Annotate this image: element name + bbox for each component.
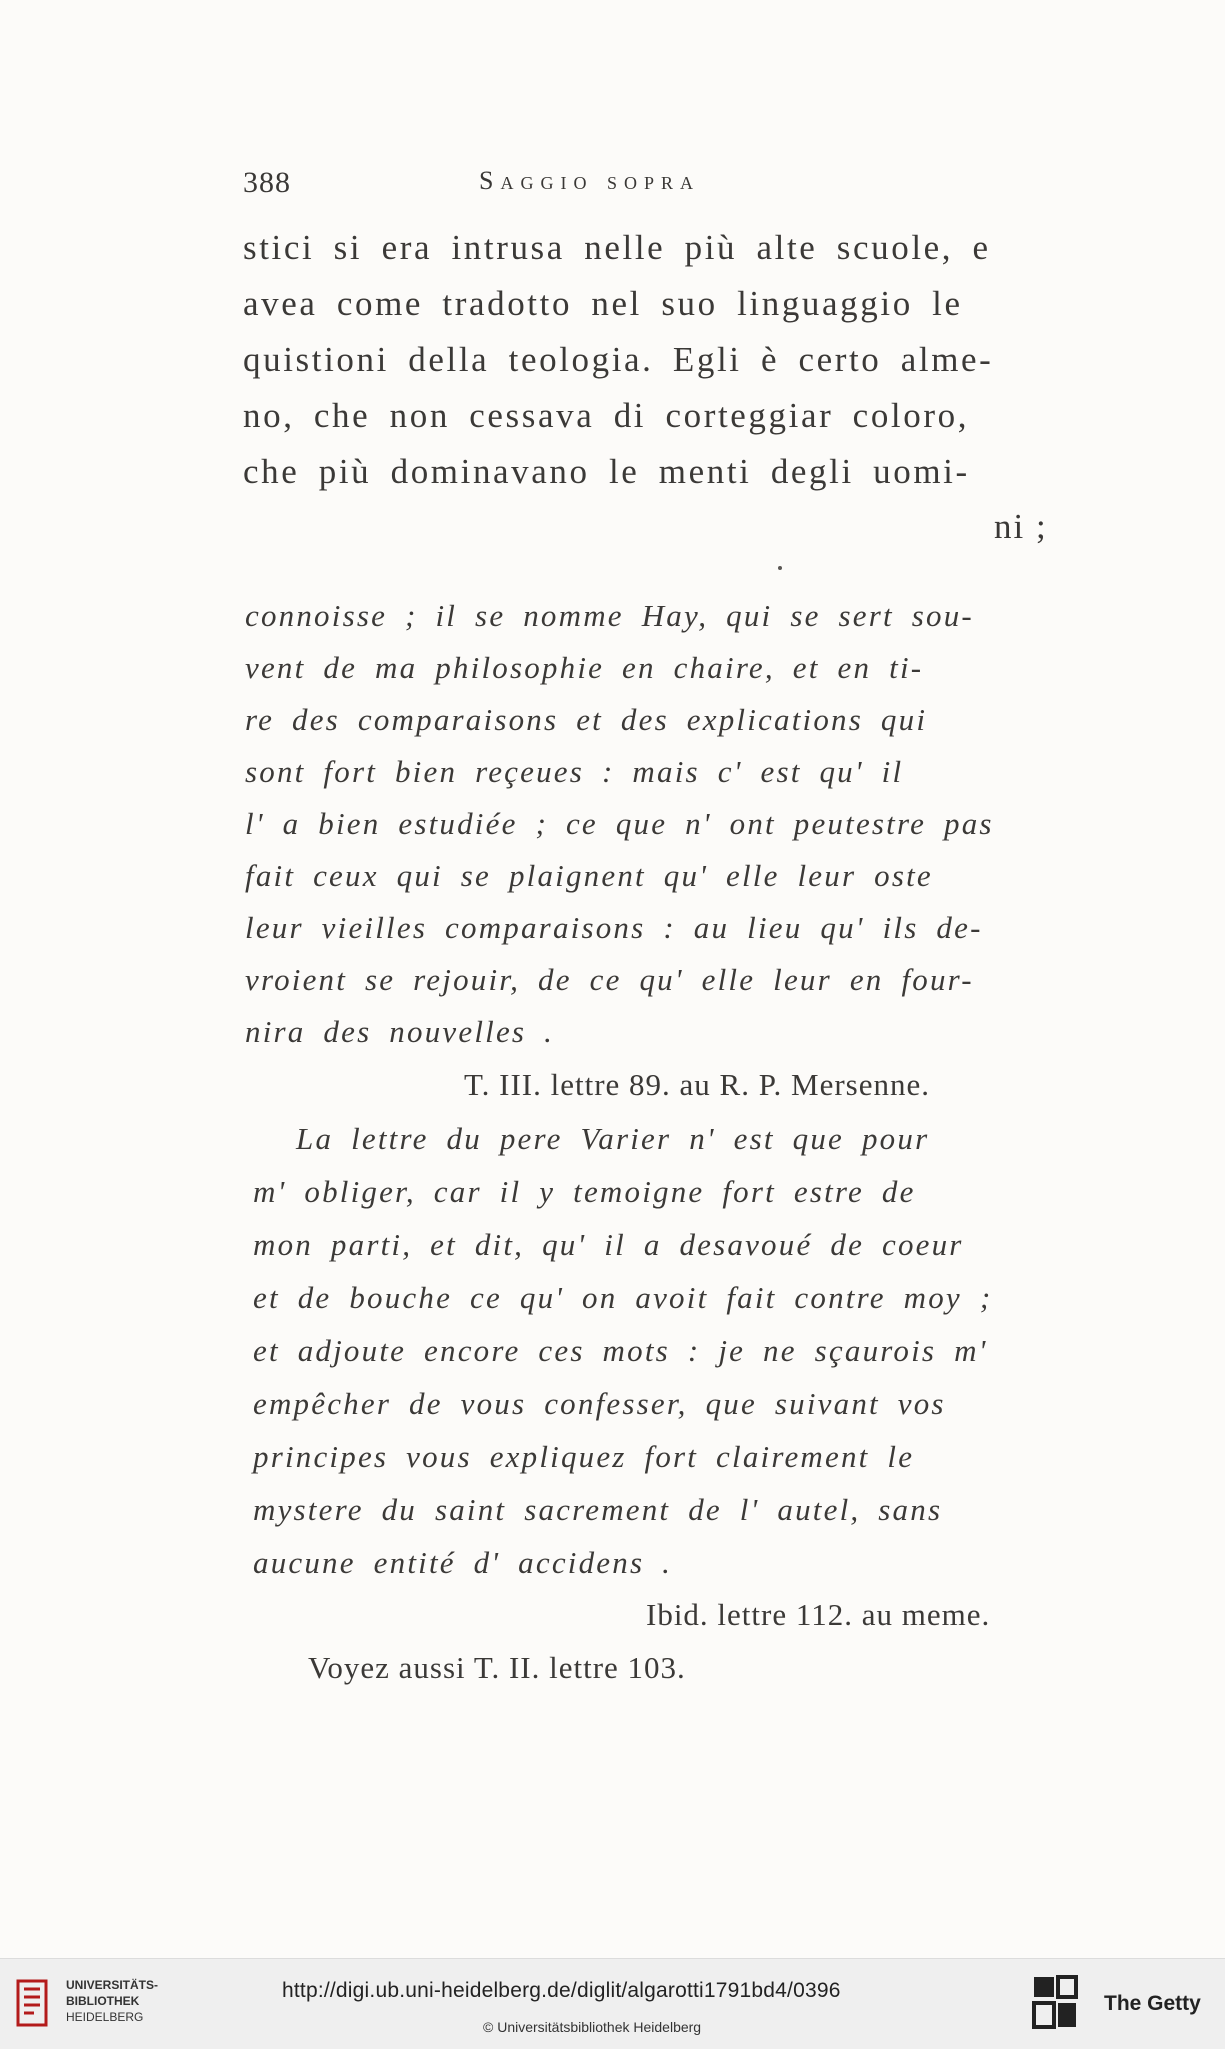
- footnote-line: empêcher de vous confesser, que suivant vos: [253, 1386, 946, 1421]
- document-url-link[interactable]: http://digi.ub.uni-heidelberg.de/diglit/algarotti1791bd4/0396: [282, 1979, 841, 2002]
- footnote-line: et adjoute encore ces mots : je ne sçaurois m': [253, 1333, 988, 1368]
- footnote-line: et de bouche ce qu' on avoit fait contre moy ;: [253, 1280, 993, 1315]
- reference-line: Voyez aussi T. II. lettre 103.: [308, 1650, 686, 1685]
- footnote-line: La lettre du pere Varier n' est que pour: [296, 1121, 930, 1156]
- main-text-line: avea come tradotto nel suo linguaggio le: [243, 284, 963, 323]
- footnote-line: m' obliger, car il y temoigne fort estre de: [253, 1174, 916, 1209]
- footnote-line: aucune entité d' accidens .: [253, 1545, 673, 1580]
- getty-logo-icon[interactable]: [1030, 1973, 1080, 2033]
- main-text-line: no, che non cessava di corteggiar coloro,: [243, 396, 970, 435]
- footnote-line: vent de ma philosophie en chaire, et en ti-: [245, 650, 924, 685]
- footnote-line: principes vous expliquez fort clairement le: [253, 1439, 915, 1474]
- reference-line: T. III. lettre 89. au R. P. Mersenne.: [464, 1067, 931, 1102]
- main-text-line: stici si era intrusa nelle più alte scuole, e: [243, 228, 991, 267]
- footnote-line: nira des nouvelles .: [245, 1014, 555, 1049]
- footnote-line: leur vieilles comparaisons : au lieu qu' ils de-: [245, 910, 983, 945]
- page-header: [243, 166, 1103, 210]
- footnote-line: fait ceux qui se plaignent qu' elle leur oste: [245, 858, 933, 893]
- institution-line: BIBLIOTHEK: [66, 1994, 140, 2008]
- footnote-line: mystere du saint sacrement de l' autel, sans: [253, 1492, 943, 1527]
- getty-label[interactable]: The Getty: [1104, 1992, 1201, 2015]
- institution-line: UNIVERSITÄTS-: [66, 1978, 159, 1992]
- reference-line: Ibid. lettre 112. au meme.: [646, 1597, 991, 1632]
- main-text-line: che più dominavano le menti degli uomi-: [243, 452, 970, 491]
- page-number: 388: [243, 166, 291, 199]
- footnote-line: l' a bien estudiée ; ce que n' ont peutestre pas: [245, 806, 994, 841]
- university-library-name: [66, 1977, 158, 2025]
- footnote-line: re des comparaisons et des explications qui: [245, 702, 928, 737]
- ink-dot: [778, 566, 782, 570]
- institution-line: HEIDELBERG: [66, 2010, 144, 2024]
- footnote-line: vroient se rejouir, de ce qu' elle leur en four-: [245, 962, 974, 997]
- main-text-line: quistioni della teologia. Egli è certo alme-: [243, 340, 994, 379]
- footer-bar: [0, 1958, 1225, 2049]
- catchword: ni ;: [994, 507, 1048, 546]
- running-title: Saggio sopra: [479, 166, 700, 195]
- footnote-line: sont fort bien reçeues : mais c' est qu' il: [245, 754, 904, 789]
- footnote-line: mon parti, et dit, qu' il a desavoué de coeur: [253, 1227, 964, 1262]
- university-library-logo-icon[interactable]: [12, 1977, 52, 2029]
- copyright-notice: © Universitätsbibliothek Heidelberg: [483, 2019, 702, 2035]
- footnote-line: connoisse ; il se nomme Hay, qui se sert sou-: [245, 598, 974, 633]
